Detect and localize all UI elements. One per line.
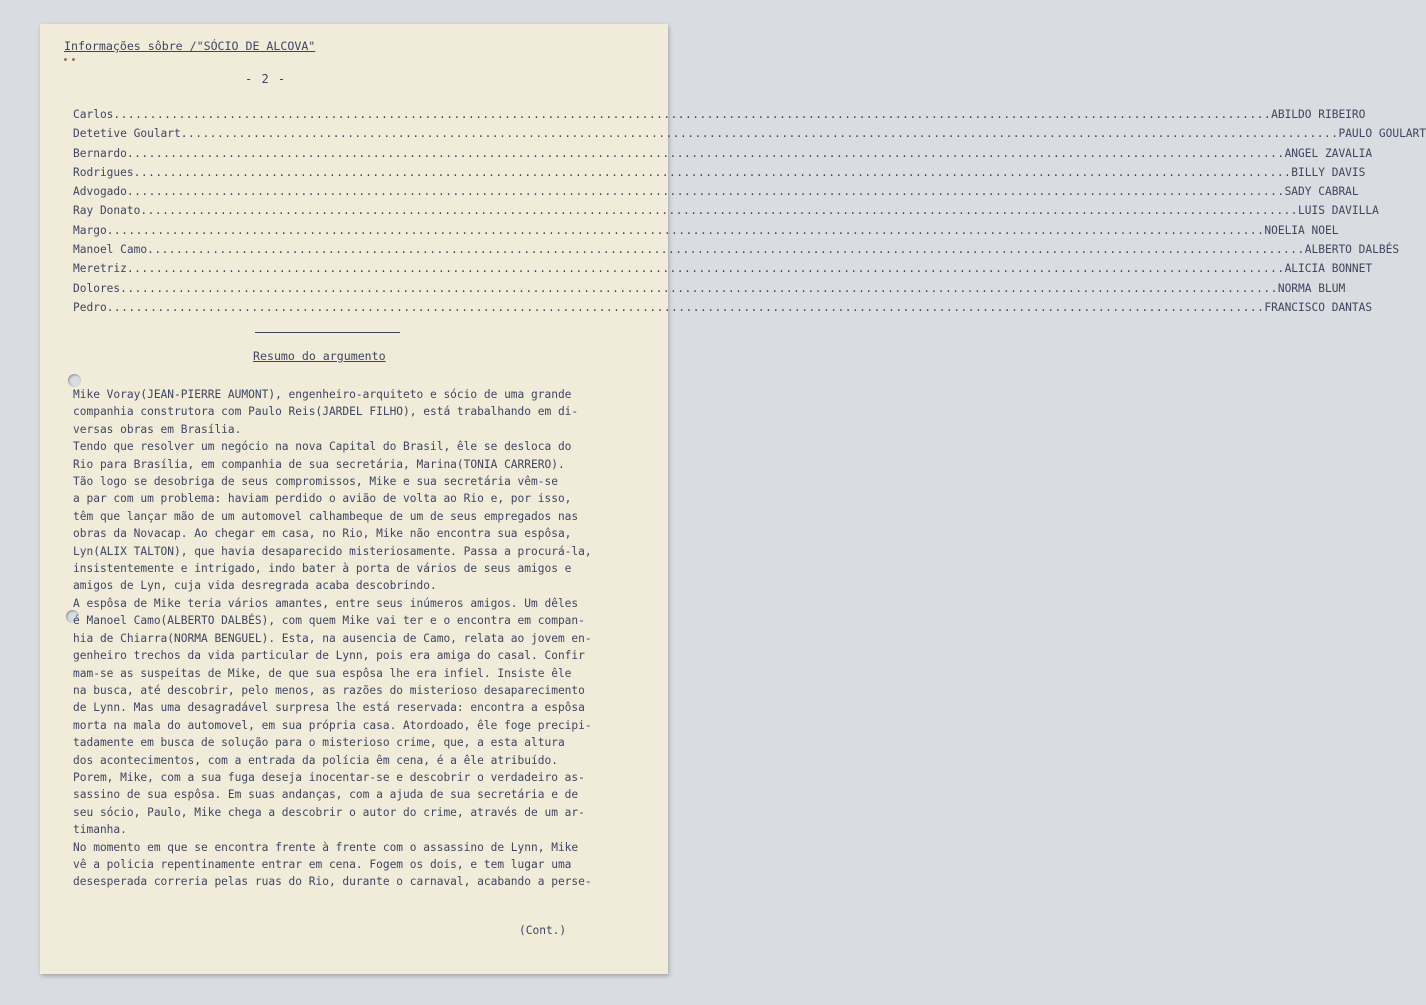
text-line: No momento em que se encontra frente à frente com o assassino de Lynn, Mike: [73, 840, 579, 854]
text-line: Porem, Mike, com a sua fuga deseja inocentar-se e descobrir o verdadeiro as-: [73, 770, 585, 784]
text-line: de Lynn. Mas uma desagradável surpresa lhe está reservada: encontra a espôsa: [73, 701, 585, 715]
cast-list: [73, 108, 1426, 320]
cast-row: [73, 108, 1366, 127]
cast-role: Carlos: [73, 108, 114, 121]
text-line: vê a policia repentinamente entrar em cena. Fogem os dois, e tem lugar uma: [73, 857, 572, 871]
text-line: dos acontecimentos, com a entrada da polícia êm cena, é a êle atribuído.: [73, 753, 558, 767]
summary-body: [73, 386, 633, 891]
cast-actor: ALBERTO DALBÉS: [1304, 243, 1400, 257]
summary-title: Resumo do argumento: [253, 349, 386, 363]
document-header: [64, 39, 315, 53]
cast-actor: NOELIA NOEL: [1264, 223, 1339, 237]
text-line: é Manoel Camo(ALBERTO DALBÉS), com quem Mike vai ter e o encontra em compan-: [73, 614, 585, 628]
cast-actor: BILLY DAVIS: [1291, 165, 1366, 179]
cast-row: [73, 146, 1373, 166]
text-line: Lyn(ALIX TALTON), que havia desaparecido misteriosamente. Passa a procurá-la,: [73, 544, 592, 558]
cast-role: Detetive Goulart: [73, 127, 181, 141]
staple-mark: [64, 58, 67, 61]
leader-dots: ................................................................................................................................................................: [126, 185, 1285, 199]
text-line: desesperada correria pelas ruas do Rio, durante o carnaval, acabando a perse-: [73, 875, 592, 889]
cast-row: [73, 185, 1359, 204]
cast-actor: ALICIA BONNET: [1284, 262, 1373, 276]
continuation-mark: (Cont.): [519, 924, 567, 937]
cast-role: Margo: [73, 223, 107, 237]
text-line: seu sócio, Paulo, Mike chega a descobrir o autor do crime, através de um ar-: [73, 805, 585, 819]
header-title: Informações sôbre /"SÓCIO DE ALCOVA": [64, 39, 316, 53]
cast-row: [73, 223, 1339, 243]
text-line: morta na mala do automovel, em sua própria casa. Atordoado, êle foge precipi-: [73, 718, 592, 732]
leader-dots: ................................................................................................................................................................: [120, 281, 1278, 295]
cast-row: [73, 300, 1373, 320]
document-page: [40, 24, 1426, 974]
cast-actor: ANGEL ZAVALIA: [1284, 146, 1373, 160]
page-number: - 2 -: [245, 72, 287, 86]
leader-dots: ................................................................................................................................................................: [133, 165, 1292, 179]
text-line: sassino de sua espôsa. Em suas andanças, com a ajuda de sua secretária e de: [73, 788, 579, 802]
cast-row: [73, 281, 1346, 301]
text-line: A espôsa de Mike teria vários amantes, entre seus inúmeros amigos. Um dêles: [73, 596, 579, 610]
text-line: genheiro trechos da vida particular de Lynn, pois era amiga do casal. Confir: [73, 649, 585, 663]
text-line: Tendo que resolver um negócio na nova Capital do Brasil, êle se desloca do: [73, 440, 572, 454]
cast-actor: NORMA BLUM: [1277, 281, 1346, 295]
leader-dots: ................................................................................................................................................................: [126, 262, 1285, 276]
text-line: versas obras em Brasília.: [73, 422, 242, 436]
cast-role: Advogado: [73, 185, 127, 199]
text-line: mam-se as suspeitas de Mike, de que sua espôsa lhe era infiel. Insiste êle: [73, 666, 572, 680]
cast-role: Bernardo: [73, 146, 127, 160]
text-line: a par com um problema: haviam perdido o avião de volta ao Rio e, por isso,: [73, 492, 572, 506]
cast-role: Pedro: [73, 300, 107, 314]
leader-dots: ................................................................................................................................................................: [106, 223, 1265, 237]
cast-row: [73, 262, 1373, 281]
leader-dots: ................................................................................................................................................................: [140, 204, 1299, 218]
cast-row: [73, 165, 1366, 185]
cast-actor: LUIS DAVILLA: [1298, 204, 1379, 218]
text-line: hia de Chiarra(NORMA BENGUEL). Esta, na ausencia de Camo, relata ao jovem en-: [73, 631, 592, 645]
cast-role: Manoel Camo: [73, 243, 148, 257]
cast-role: Meretriz: [73, 262, 127, 276]
text-line: timanha.: [73, 823, 127, 837]
cast-row: [73, 243, 1400, 262]
text-line: amigos de Lyn, cuja vida desregrada acaba descobrindo.: [73, 579, 437, 593]
leader-dots: ................................................................................................................................................................: [113, 108, 1272, 121]
leader-dots: ................................................................................................................................................................: [147, 243, 1305, 257]
text-line: obras da Novacap. Ao chegar em casa, no Rio, Mike não encontra sua espôsa,: [73, 527, 572, 541]
text-line: Rio para Brasília, em companhia de sua secretária, Marina(TONIA CARRERO).: [73, 457, 565, 471]
text-line: na busca, até descobrir, pelo menos, as razões do misterioso desaparecimento: [73, 683, 585, 697]
leader-dots: ................................................................................................................................................................: [126, 146, 1285, 160]
staple-mark: [72, 58, 75, 61]
cast-actor: FRANCISCO DANTAS: [1264, 300, 1373, 314]
text-line: Mike Voray(JEAN-PIERRE AUMONT), engenheiro-arquiteto e sócio de uma grande: [73, 388, 572, 401]
cast-actor: SADY CABRAL: [1284, 185, 1359, 199]
cast-actor: ABILDO RIBEIRO: [1271, 108, 1366, 121]
cast-row: [73, 127, 1426, 146]
leader-dots: ................................................................................................................................................................: [106, 300, 1265, 314]
cast-role: Dolores: [73, 281, 121, 295]
leader-dots: ................................................................................................................................................................: [180, 127, 1339, 141]
text-line: tadamente em busca de solução para o misterioso crime, que, a esta altura: [73, 736, 565, 750]
cast-role: Rodrigues: [73, 165, 134, 179]
text-line: têm que lançar mão de um automovel calhambeque de um de seus empregados nas: [73, 509, 579, 523]
cast-actor: PAULO GOULART: [1338, 127, 1426, 141]
text-line: companhia construtora com Paulo Reis(JARDEL FILHO), está trabalhando em di-: [73, 405, 579, 419]
text-line: Tão logo se desobriga de seus compromissos, Mike e sua secretária vêm-se: [73, 475, 558, 489]
cast-role: Ray Donato: [73, 204, 141, 218]
section-divider: [255, 332, 400, 333]
text-line: insistentemente e intrigado, indo bater à porta de vários de seus amigos e: [73, 562, 572, 576]
cast-row: [73, 204, 1379, 223]
